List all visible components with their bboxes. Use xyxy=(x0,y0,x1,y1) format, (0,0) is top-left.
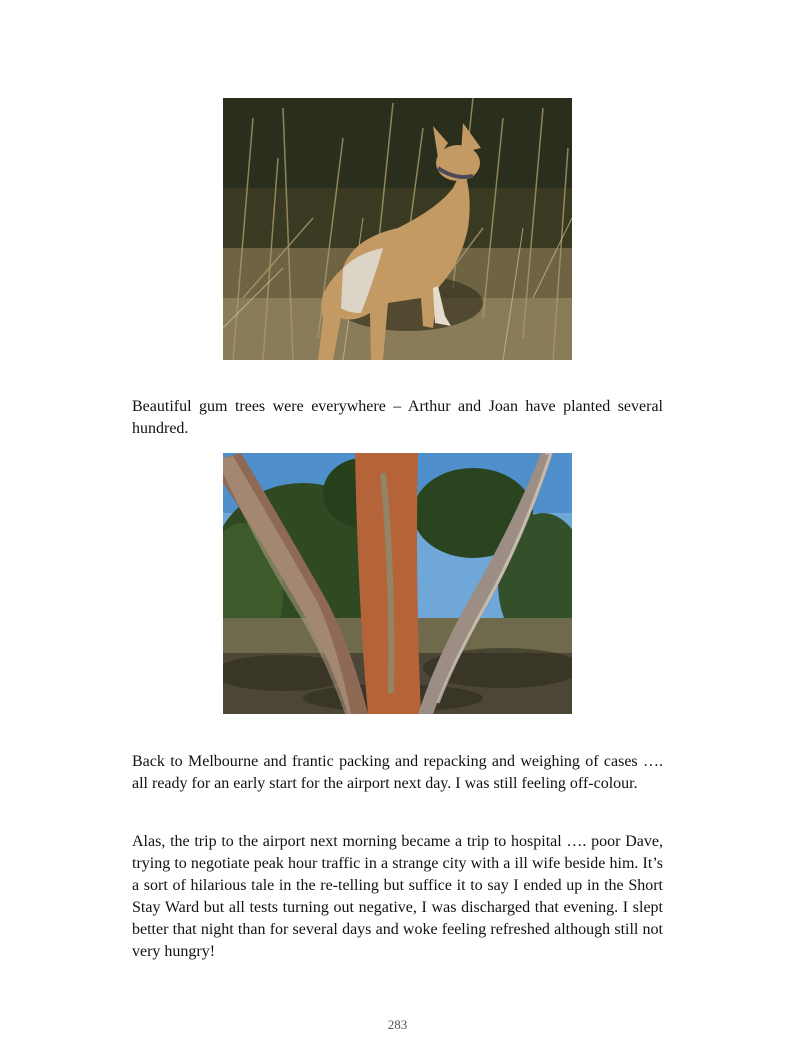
gum-tree-photo xyxy=(223,453,572,714)
body-paragraph: Alas, the trip to the airport next morning became a trip to hospital …. poor Dave, trying to negotiate peak hour traffic in a strange city with a ill wife beside him. It’s a sort of hilarious tale in the re-telling but suffice it to say I ended up in the Short Stay Ward but all tests turning out negative, I was discharged that evening. I slept better that night than for several days and woke feeling refreshed although still not very hungry! xyxy=(132,833,663,960)
page-number: 283 xyxy=(387,1017,408,1032)
body-paragraph: Beautiful gum trees were everywhere – Arthur and Joan have planted several hundred. xyxy=(132,398,663,437)
dog-in-grass-photo xyxy=(223,98,572,360)
body-paragraph: Back to Melbourne and frantic packing and repacking and weighing of cases …. all ready for an early start for the airport next day. I was still feeling off-colour. xyxy=(132,753,663,792)
